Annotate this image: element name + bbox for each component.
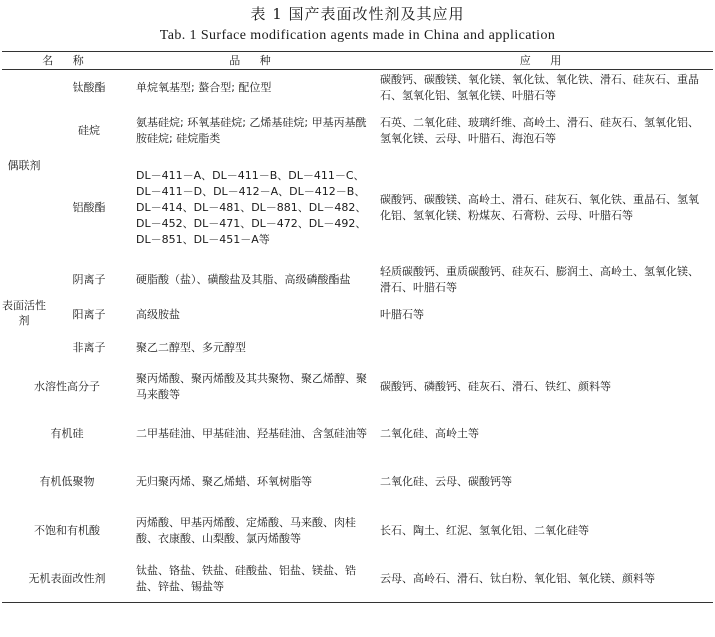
row-name: 非离子 [72,340,106,354]
table-row [2,70,713,107]
row-variety: 氨基硅烷; 环氧基硅烷; 乙烯基硅烷; 甲基丙基酰胺硅烷; 硅烷脂类 [136,115,367,145]
surface-modifier-table [2,51,713,603]
row-name: 铝酸酯 [72,200,106,214]
header-name: 名 称 [2,52,132,70]
table-row [2,261,713,299]
row-name: 有机硅 [50,426,84,440]
row-name: 阴离子 [72,272,106,286]
row-application: 石英、二氧化硅、玻璃纤维、高岭土、滑石、硅灰石、氢氧化铝、氢氧化镁、云母、叶腊石、海泡石等 [380,115,699,145]
header-application: 应 用 [376,52,713,70]
row-variety: 硬脂酸（盐）、磺酸盐及其脂、高级磷酸酯盐 [136,272,351,286]
table-title-cn: 表 1 国产表面改性剂及其应用 [250,5,465,23]
table-row [2,365,713,409]
row-name: 阳离子 [72,307,106,321]
table-row [2,155,713,261]
row-variety: 单烷氧基型; 螯合型; 配位型 [136,81,272,95]
table-row [2,459,713,505]
row-application: 碳酸钙、碳酸镁、氧化镁、氧化钛、氧化铁、滑石、硅灰石、重晶石、氢氧化铝、氢氧化镁、叶腊石等 [380,73,699,103]
row-variety: 聚丙烯酸、聚丙烯酸及其共聚物、聚乙烯醇、聚马来酸等 [136,371,367,401]
row-name: 无机表面改性剂 [2,557,132,603]
row-application: 碳酸钙、碳酸镁、高岭土、滑石、硅灰石、氧化铁、重晶石、氢氧化铝、氢氧化镁、粉煤灰、石膏粉、云母、叶腊石等 [380,192,699,222]
header-row [2,52,713,70]
row-application: 二氧化硅、高岭土等 [380,426,479,440]
row-variety: 二甲基硅油、甲基硅油、羟基硅油、含氢硅油等 [136,426,367,440]
group-surfactant-label: 表面活性剂 [2,298,46,327]
row-application: 轻质碳酸钙、重质碳酸钙、硅灰石、膨润土、高岭土、氢氧化镁、滑石、叶腊石等 [380,264,699,294]
header-variety: 品 种 [132,52,376,70]
row-application: 二氧化硅、云母、碳酸钙等 [380,474,512,488]
row-variety: DL－411－A、DL－411－B、DL－411－C、DL－411－D、DL－412－A、DL－412－B、DL－414、DL－481、DL－881、DL－482、DL－452、DL－471、DL－472、DL－492、DL－851、DL－451－A等 [136,168,367,246]
row-variety: 钛盐、铬盐、铁盐、硅酸盐、铝盐、镁盐、锆盐、锌盐、锡盐等 [132,557,376,603]
table-row [2,299,713,331]
row-application: 叶腊石等 [380,307,424,321]
row-application: 长石、陶土、红泥、氢氧化铝、二氧化硅等 [380,523,589,537]
row-variety: 无归聚丙烯、聚乙烯蜡、环氧树脂等 [136,474,312,488]
row-variety: 聚乙二醇型、多元醇型 [136,340,246,354]
row-application: 碳酸钙、磷酸钙、硅灰石、滑石、铁红、颜料等 [380,379,611,393]
table-row [2,557,713,603]
row-name: 水溶性高分子 [34,379,100,393]
row-name: 有机低聚物 [39,474,95,488]
table-row [2,107,713,155]
row-name: 硅烷 [78,123,100,137]
row-variety: 高级胺盐 [136,307,180,321]
group-coupling-label: 偶联剂 [7,158,41,172]
row-name: 钛酸酯 [72,81,106,95]
table-row [2,505,713,557]
row-application [376,331,713,365]
table-title-en: Tab. 1 Surface modification agents made in China and application [159,28,556,43]
table-row [2,409,713,459]
row-name: 不饱和有机酸 [34,523,100,537]
row-application: 云母、高岭石、滑石、钛白粉、氧化铝、氧化镁、颜料等 [376,557,713,603]
row-variety: 丙烯酸、甲基丙烯酸、定烯酸、马来酸、肉桂酸、衣康酸、山梨酸、氯丙烯酸等 [136,515,356,545]
table-row [2,331,713,365]
